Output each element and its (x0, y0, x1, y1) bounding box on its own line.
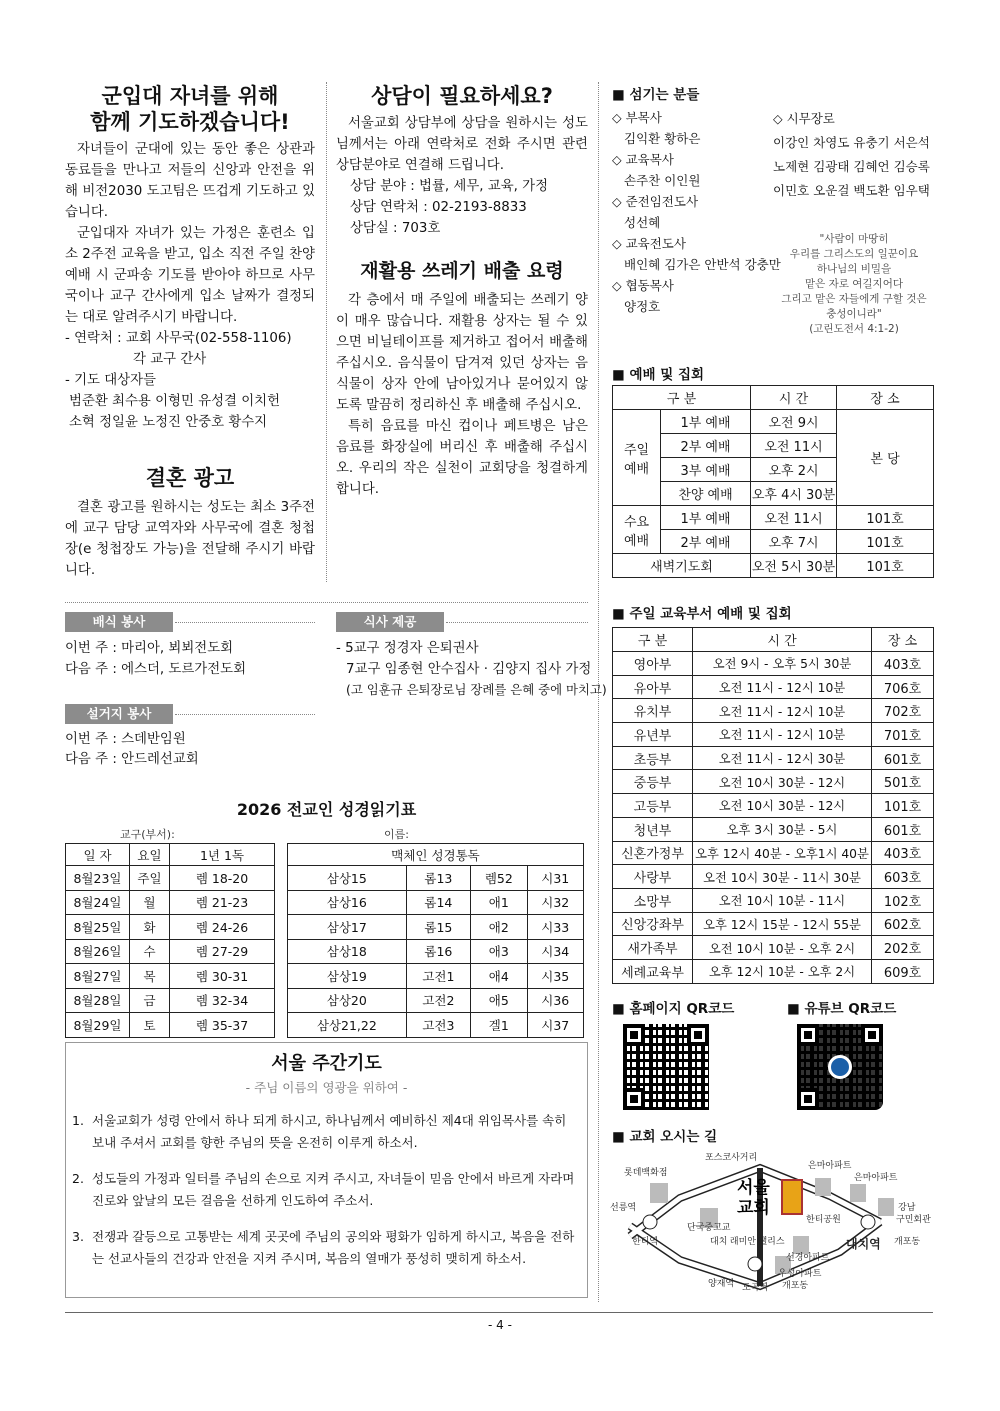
edu-header-place: 장 소 (872, 628, 934, 652)
worship-cell: 1부 예배 (661, 506, 751, 530)
gangnam-hall-icon (878, 1198, 894, 1216)
reading-row (288, 915, 584, 940)
education-cell: 오전 9시 - 오후 5시 30분 (693, 652, 872, 676)
education-cell: 601호 (872, 746, 934, 770)
reading-cell: 롬13 (406, 866, 470, 891)
education-cell: 유아부 (613, 675, 693, 699)
servant-names-5: 양정호 (624, 299, 661, 314)
education-cell: 사랑부 (613, 865, 693, 889)
reading-table-mcheyne (287, 843, 584, 1038)
worship-cell: 오후 4시 30분 (751, 482, 837, 506)
reading-cell: 시35 (527, 964, 583, 989)
servant-names-4: 배인혜 김가은 안반석 강충만 (624, 257, 781, 272)
education-cell: 오전 10시 30분 - 12시 (693, 770, 872, 794)
dish-serve-tag: 설거지 봉사 (65, 704, 173, 724)
worship-cell: 오후 7시 (751, 530, 837, 554)
education-cell: 701호 (872, 723, 934, 747)
education-cell: 501호 (872, 770, 934, 794)
dish-tag-line (175, 714, 315, 715)
home-qr-title-text: ■ 홈페이지 QR코드 (612, 1001, 734, 1017)
elder-role: ◇ 시무장로 (773, 111, 835, 126)
education-row (613, 912, 934, 936)
reading-cell: 금 (130, 988, 170, 1013)
prayer-item-number: 3. (72, 1229, 84, 1244)
worship-cell: 3부 예배 (661, 458, 751, 482)
wedding-title: 결혼 광고 (145, 466, 235, 490)
sunday-place: 본 당 (837, 410, 934, 506)
servant-names-3: 성선혜 (624, 215, 661, 230)
education-row (613, 959, 934, 983)
sunday-worship-label (613, 410, 661, 506)
reading-header-mcheyne: 맥체인 성경통독 (288, 844, 584, 866)
map-title-text: ■ 교회 오시는 길 (612, 1129, 717, 1145)
map-church-label-1: 서울 (737, 1178, 770, 1197)
wedding-section (65, 465, 315, 581)
education-cell: 601호 (872, 817, 934, 841)
worship-table (612, 385, 934, 578)
education-cell: 초등부 (613, 746, 693, 770)
education-cell: 오전 11시 - 12시 10분 (693, 675, 872, 699)
reading-cell: 애4 (471, 964, 527, 989)
map-label-woosung: 우성아파트 (778, 1268, 822, 1278)
worship-title (612, 363, 704, 383)
church-map[interactable] (610, 1148, 940, 1298)
reading-cell: 삼상19 (288, 964, 407, 989)
map-label-yangjae: 양재역 (708, 1278, 735, 1288)
education-row (613, 746, 934, 770)
education-cell: 602호 (872, 912, 934, 936)
dish-next-week: 다음 주 : 안드레선교회 (65, 752, 199, 767)
education-title-text: ■ 주일 교육부서 예배 및 집회 (612, 606, 792, 622)
meal-this-week: 이번 주 : 마리아, 뵈뵈전도회 (65, 641, 234, 656)
recycle-paragraph-2: 특히 음료를 마신 컵이나 페트병은 남은 음료를 화장실에 버리신 후 배출해 주십시오. 우리의 작은 실천이 교회당을 청결하게 합니다. (336, 419, 588, 497)
reading-title: 2026 전교인 성경읽기표 (236, 800, 417, 819)
reading-cell: 삼상18 (288, 939, 407, 964)
elder-names-1: 이강인 차영도 유충기 서은석 (773, 135, 930, 150)
map-label-lemian: 대치 래미안 팰리스 (710, 1236, 785, 1246)
worship-title-text: ■ 예배 및 집회 (612, 367, 704, 383)
education-title (612, 602, 792, 622)
verse-line-6: 충성이니라" (826, 308, 882, 320)
worship-cell: 2부 예배 (661, 434, 751, 458)
lotte-building-icon (650, 1183, 668, 1203)
reading-row (66, 1013, 275, 1038)
reading-cell: 렘 18-20 (170, 866, 275, 891)
prayer-item-number: 1. (72, 1113, 84, 1128)
meal-tag-line (175, 622, 315, 623)
map-svg (610, 1148, 940, 1298)
education-cell: 오전 10시 30분 - 12시 (693, 794, 872, 818)
elder-names-3: 이민호 오운걸 백도환 임우택 (773, 183, 930, 198)
military-contact: - 연락처 : 교회 사무국(02-558-1106) (65, 331, 292, 346)
reading-cell: 렘 32-34 (170, 988, 275, 1013)
education-cell: 세례교육부 (613, 959, 693, 983)
military-paragraph-1: 자녀들이 군대에 있는 동안 좋은 상관과 동료들을 만나고 저들의 신앙과 안전을 위해 비전2030 도고팀은 뜨겁게 기도하고 있습니다. (65, 142, 315, 220)
reading-cell: 화 (130, 915, 170, 940)
education-row (613, 723, 934, 747)
column-divider-1 (326, 82, 327, 582)
reading-cell: 렘 24-26 (170, 915, 275, 940)
reading-cell: 렘 21-23 (170, 890, 275, 915)
education-cell: 403호 (872, 841, 934, 865)
food-provider-3: (고 임훈규 은퇴장로님 장례를 은혜 중에 마치고) (346, 682, 607, 697)
map-label-gaepo: 개포동 (894, 1236, 921, 1246)
footer-rule (65, 1312, 933, 1313)
worship-cell: 101호 (837, 554, 934, 578)
map-label-daechi: 대치역 (846, 1237, 881, 1251)
servant-role-4: ◇ 교육전도사 (612, 236, 686, 251)
education-cell: 신혼가정부 (613, 841, 693, 865)
military-title-line1: 군입대 자녀를 위해 (101, 84, 279, 108)
map-label-gaepo-2: 개포동 (782, 1280, 809, 1290)
education-cell: 영아부 (613, 652, 693, 676)
worship-cell: 101호 (837, 506, 934, 530)
reading-cell: 렘 27-29 (170, 939, 275, 964)
reading-cell: 시32 (527, 890, 583, 915)
reading-cell: 8월23일 (66, 866, 130, 891)
servant-names-2: 손주찬 이인원 (624, 173, 701, 188)
reading-cell: 수 (130, 939, 170, 964)
prayer-item (72, 1168, 579, 1212)
reading-cell: 롬15 (406, 915, 470, 940)
worship-cell: 찬양 예배 (661, 482, 751, 506)
reading-cell: 시37 (527, 1013, 583, 1038)
education-row (613, 888, 934, 912)
education-row (613, 865, 934, 889)
servant-names-1: 김익환 황하은 (624, 131, 701, 146)
reading-cell: 삼상20 (288, 988, 407, 1013)
counsel-title: 상담이 필요하세요? (371, 84, 553, 108)
meal-next-week: 다음 주 : 에스더, 도르가전도회 (65, 662, 247, 677)
dogok-station-icon (748, 1257, 762, 1271)
reading-row (66, 915, 275, 940)
youtube-qr-title (787, 997, 896, 1017)
military-section (65, 83, 315, 433)
prayer-item-text: 서울교회가 성령 안에서 하나 되게 하시고, 하나님께서 예비하신 제4대 위임목사를 속히 보내 주셔서 교회를 향한 주님의 뜻을 온전히 이루게 하소서. (92, 1113, 567, 1150)
reading-cell: 고전2 (406, 988, 470, 1013)
map-label-posco: 포스코사거리 (705, 1152, 758, 1162)
food-provide-tag: 식사 제공 (336, 612, 444, 632)
edu-header-category: 구 분 (613, 628, 693, 652)
worship-cell: 오전 5시 30분 (751, 554, 837, 578)
map-label-hanti-park: 한티공원 (806, 1214, 841, 1224)
servants-left-list (612, 107, 781, 317)
servant-role-2: ◇ 교육목사 (612, 152, 674, 167)
reading-header: 1년 1독 (170, 844, 275, 866)
education-row (613, 794, 934, 818)
military-contact-2: 각 교구 간사 (133, 352, 207, 367)
reading-cell: 삼상15 (288, 866, 407, 891)
map-label-eunma-mall: 은마아파트 (854, 1172, 898, 1182)
reading-row (288, 939, 584, 964)
seolleung-station-icon (643, 1215, 657, 1229)
counsel-paragraph: 서울교회 상담부에 상담을 원하시는 성도님께서는 아래 연락처로 전화 주시면 관련 상담분야로 연결해 드립니다. (336, 116, 588, 173)
reading-cell: 고전3 (406, 1013, 470, 1038)
dish-this-week: 이번 주 : 스데반임원 (65, 732, 186, 747)
education-cell: 102호 (872, 888, 934, 912)
education-cell: 오전 11시 - 12시 30분 (693, 746, 872, 770)
military-targets-label: - 기도 대상자들 (65, 373, 156, 388)
worship-cell: 2부 예배 (661, 530, 751, 554)
reading-cell: 고전1 (406, 964, 470, 989)
reading-cell: 애2 (471, 915, 527, 940)
reading-cell: 8월25일 (66, 915, 130, 940)
reading-row (288, 1013, 584, 1038)
counsel-field: 상담 분야 : 법률, 세무, 교육, 가정 (350, 179, 549, 194)
daechi-station-icon (861, 1215, 875, 1229)
education-cell: 202호 (872, 936, 934, 960)
map-label-dogok: 도곡역 (742, 1282, 769, 1292)
map-label-lotte: 롯데백화점 (624, 1167, 668, 1177)
reading-cell: 애5 (471, 988, 527, 1013)
verse-quote (768, 232, 940, 337)
map-label-gangnam: 강남 (898, 1202, 916, 1212)
recycle-paragraph-1: 각 층에서 매 주일에 배출되는 쓰레기 양이 매우 많습니다. 재활용 상자는 될 수 있으면 비닐테이프를 제거하고 접어서 배출해 주십시오. 음식물이 담겨져 있던 상자는 음식물이 상자 안에 남아있거나 묻어있지 않도록 말끔히 정리하신 후 배출해 주십시오. (336, 293, 588, 413)
prayer-item (72, 1110, 579, 1154)
reading-cell: 월 (130, 890, 170, 915)
worship-header-category: 구 분 (613, 386, 751, 410)
section-divider (65, 602, 588, 603)
reading-cell: 8월27일 (66, 964, 130, 989)
reading-header: 요일 (130, 844, 170, 866)
education-cell: 오전 11시 - 12시 10분 (693, 723, 872, 747)
worship-cell: 새벽기도회 (613, 554, 751, 578)
recycle-section (336, 258, 588, 500)
education-table (612, 627, 934, 984)
prayer-item-text: 성도들의 가정과 일터를 주님의 손으로 지켜 주시고, 자녀들이 믿음 안에서 바르게 자라며 진로와 앞날의 모든 걸음을 선하게 인도하여 주소서. (92, 1171, 575, 1208)
map-label-eunma: 은마아파트 (808, 1160, 852, 1170)
map-label-gangnam-2: 구민회관 (896, 1214, 931, 1224)
wedding-paragraph: 결혼 광고를 원하시는 성도는 최소 3주전에 교구 담당 교역자와 사무국에 결혼 청첩장(e 청첩장도 가능)을 전달해 주시기 바랍니다. (65, 500, 315, 578)
education-row (613, 817, 934, 841)
prayer-item (72, 1226, 579, 1270)
military-targets-1: 범준환 최수용 이형민 유성결 이치헌 (69, 394, 281, 409)
servants-title: ■ 섬기는 분들 (612, 83, 932, 103)
education-cell: 중등부 (613, 770, 693, 794)
reading-header: 일 자 (66, 844, 130, 866)
elder-names-2: 노제현 김광태 김혜언 김승록 (773, 159, 930, 174)
servant-role-1: ◇ 부목사 (612, 110, 662, 125)
map-label-seolleung: 선릉역 (610, 1202, 637, 1212)
prayer-item-number: 2. (72, 1171, 84, 1186)
home-qr-title (612, 997, 734, 1017)
military-paragraph-2: 군입대자 자녀가 있는 가정은 훈련소 입소 2주전 교육을 받고, 입소 직전 주일 찬양예배 시 군파송 기도를 받아야 하므로 사무국이나 교구 간사에게 입소 날짜가 결정되는 대로 알려주시기 바랍니다. (65, 226, 315, 325)
food-provider-1: - 5교구 정경자 은퇴권사 (336, 641, 479, 656)
military-targets-2: 소혁 정일윤 노정진 안중호 황수지 (69, 415, 268, 430)
youtube-qr-title-text: ■ 유튜브 QR코드 (787, 1001, 896, 1017)
education-cell: 청년부 (613, 817, 693, 841)
education-row (613, 675, 934, 699)
reading-row (66, 988, 275, 1013)
food-provider-2: 7교구 임종현 안수집사 · 김양지 집사 가정 (346, 662, 592, 677)
servants-right-list (773, 107, 938, 203)
education-cell: 유치부 (613, 699, 693, 723)
prayer-title: 서울 주간기도 (271, 1053, 382, 1074)
reading-cell: 목 (130, 964, 170, 989)
map-label-hanti: 한티역 (632, 1236, 659, 1246)
servant-role-3: ◇ 준전임전도사 (612, 194, 699, 209)
education-cell: 소망부 (613, 888, 693, 912)
verse-reference: (고린도전서 4:1-2) (809, 323, 899, 335)
education-row (613, 699, 934, 723)
sunday-worship-label-text: 주일 예배 (623, 442, 650, 477)
reading-cell: 롬16 (406, 939, 470, 964)
church-building-icon (782, 1180, 802, 1214)
reading-row (66, 964, 275, 989)
map-label-seonkyeong: 선경아파트 (786, 1252, 830, 1262)
education-cell: 403호 (872, 652, 934, 676)
reading-cell: 애3 (471, 939, 527, 964)
education-row (613, 936, 934, 960)
reading-cell: 삼상16 (288, 890, 407, 915)
reading-row (288, 890, 584, 915)
education-cell: 706호 (872, 675, 934, 699)
reading-cell: 시34 (527, 939, 583, 964)
reading-row (288, 988, 584, 1013)
reading-row (66, 939, 275, 964)
education-cell: 오후 12시 10분 - 오후 2시 (693, 959, 872, 983)
reading-cell: 삼상17 (288, 915, 407, 940)
worship-cell: 오전 11시 (751, 506, 837, 530)
worship-cell: 1부 예배 (661, 410, 751, 434)
military-title-line2: 함께 기도하겠습니다! (90, 110, 290, 134)
education-cell: 702호 (872, 699, 934, 723)
education-cell: 새가족부 (613, 936, 693, 960)
recycle-title: 재활용 쓰레기 배출 요령 (360, 260, 564, 282)
wed-worship-label (613, 506, 661, 554)
prayer-item-text: 전쟁과 갈등으로 고통받는 세계 곳곳에 주님의 공의와 평화가 임하게 하시고, 복음을 전하는 선교사들의 건강과 안전을 지켜 주시며, 복음의 열매가 풍성히 맺히게 하소서. (92, 1229, 575, 1266)
reading-row (288, 866, 584, 891)
verse-line-1: "사람이 마땅히 (819, 233, 889, 245)
homepage-qr-code[interactable] (623, 1024, 709, 1110)
map-label-dangu: 단국중고교 (687, 1222, 731, 1232)
reading-row (66, 866, 275, 891)
reading-cell: 렘 35-37 (170, 1013, 275, 1038)
prayer-list (72, 1110, 579, 1270)
worship-cell: 오전 9시 (751, 410, 837, 434)
education-cell: 오후 3시 30분 - 5시 (693, 817, 872, 841)
verse-line-2: 우리를 그리스도의 일꾼이요 (789, 248, 919, 260)
reading-table-1year (65, 843, 275, 1038)
map-church-label-2: 교회 (737, 1198, 770, 1217)
wed-worship-label-text: 수요 예배 (623, 514, 650, 549)
edu-header-time: 시 간 (693, 628, 872, 652)
meal-serve-tag: 배식 봉사 (65, 612, 173, 632)
reading-name-label: 이름: (384, 828, 409, 841)
food-tag-line (446, 622, 588, 623)
reading-row (288, 964, 584, 989)
reading-cell: 시33 (527, 915, 583, 940)
reading-cell: 시31 (527, 866, 583, 891)
verse-line-4: 맡은 자로 여길지어다 (805, 278, 903, 290)
reading-cell: 8월29일 (66, 1013, 130, 1038)
page-number: - 4 - (488, 1318, 512, 1332)
education-cell: 오후 12시 40분 - 오후1시 40분 (693, 841, 872, 865)
reading-cell: 8월24일 (66, 890, 130, 915)
counsel-phone: 상담 연락처 : 02-2193-8833 (350, 200, 527, 215)
education-row (613, 652, 934, 676)
worship-cell: 오후 2시 (751, 458, 837, 482)
prayer-box (65, 1042, 588, 1298)
education-cell: 신앙강좌부 (613, 912, 693, 936)
education-cell: 오후 12시 15분 - 12시 55분 (693, 912, 872, 936)
map-title (612, 1125, 717, 1145)
education-cell: 고등부 (613, 794, 693, 818)
youtube-logo-icon (828, 1055, 852, 1079)
verse-line-3: 하나님의 비밀을 (816, 263, 892, 275)
reading-cell: 시36 (527, 988, 583, 1013)
reading-cell: 애1 (471, 890, 527, 915)
education-cell: 오전 11시 - 12시 10분 (693, 699, 872, 723)
education-cell: 오전 10시 30분 - 11시 30분 (693, 865, 872, 889)
reading-cell: 삼상21,22 (288, 1013, 407, 1038)
reading-cell: 렘 30-31 (170, 964, 275, 989)
reading-cell: 토 (130, 1013, 170, 1038)
reading-cell: 롬14 (406, 890, 470, 915)
eunma-mall-icon (850, 1184, 866, 1202)
prayer-subtitle: - 주님 이름의 영광을 위하여 - (245, 1080, 408, 1095)
education-cell: 609호 (872, 959, 934, 983)
education-row (613, 841, 934, 865)
reading-cell: 8월28일 (66, 988, 130, 1013)
verse-line-5: 그리고 맡은 자들에게 구할 것은 (781, 293, 927, 305)
servants-section (612, 83, 932, 103)
education-cell: 603호 (872, 865, 934, 889)
servant-role-5: ◇ 협동목사 (612, 278, 674, 293)
counsel-section (336, 83, 588, 239)
worship-header-time: 시 간 (751, 386, 837, 410)
education-cell: 101호 (872, 794, 934, 818)
worship-header-place: 장 소 (837, 386, 934, 410)
education-row (613, 770, 934, 794)
youtube-qr-code[interactable] (797, 1024, 883, 1110)
education-cell: 오전 10시 10분 - 11시 (693, 888, 872, 912)
reading-cell: 겔1 (471, 1013, 527, 1038)
education-cell: 유년부 (613, 723, 693, 747)
reading-cell: 8월26일 (66, 939, 130, 964)
reading-dept-label: 교구(부서): (120, 828, 175, 841)
counsel-room: 상담실 : 703호 (350, 221, 441, 236)
reading-cell: 렘52 (471, 866, 527, 891)
reading-row (66, 890, 275, 915)
eunma-building-icon (815, 1178, 831, 1196)
worship-cell: 오전 11시 (751, 434, 837, 458)
worship-cell: 101호 (837, 530, 934, 554)
education-cell: 오전 10시 10분 - 오후 2시 (693, 936, 872, 960)
reading-cell: 주일 (130, 866, 170, 891)
